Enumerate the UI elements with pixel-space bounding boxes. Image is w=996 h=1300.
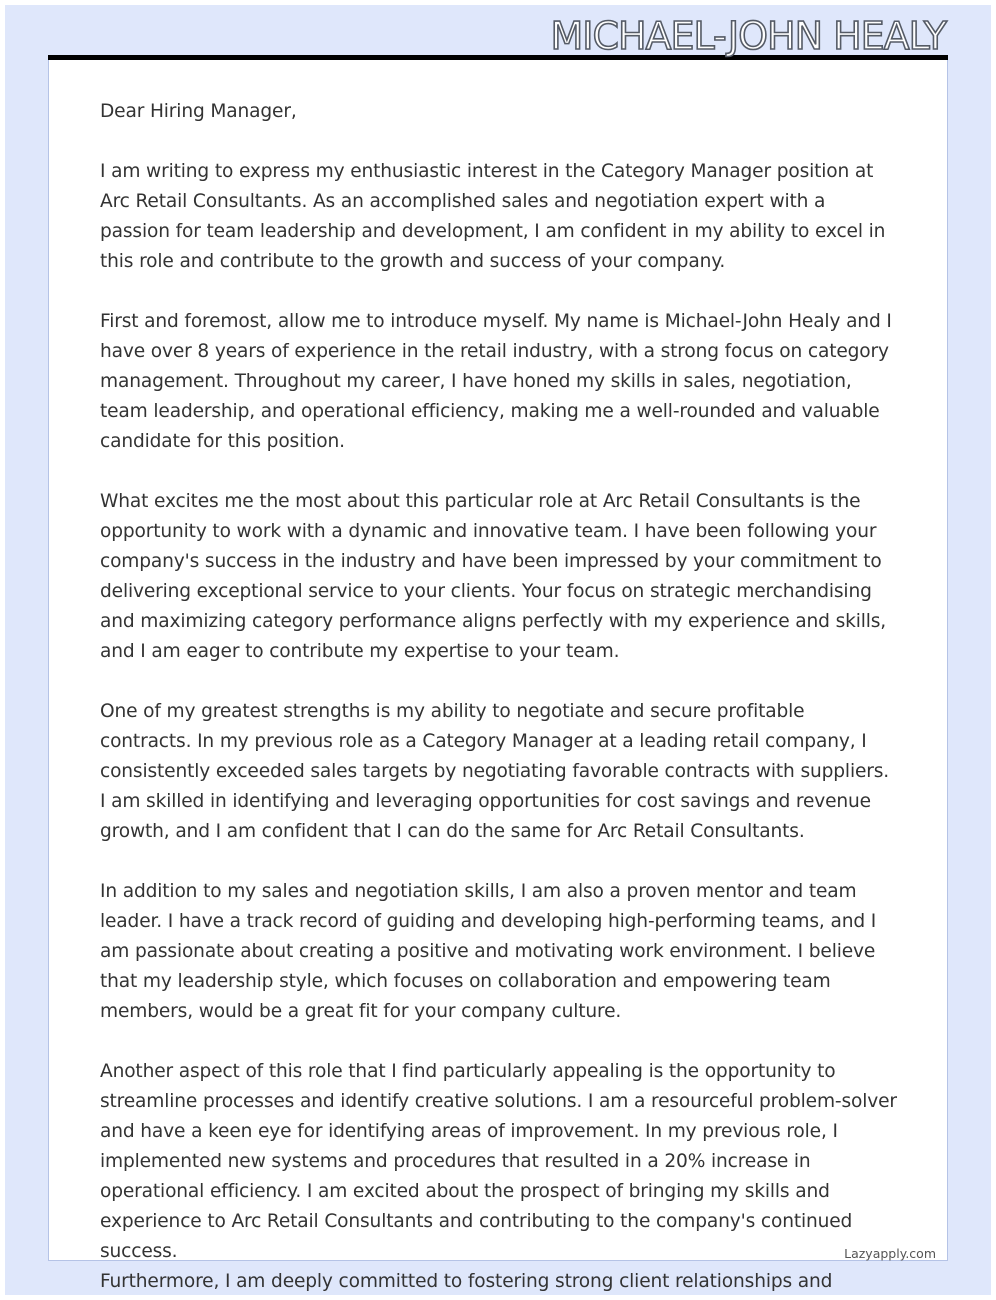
paragraph-excitement: What excites me the most about this particular role at Arc Retail Consultants is the opportunity to work with a dynamic and innovative team. I have been following your company's success in the industry and have been impressed by your commitment to delivering exceptional service to your clients. Your focus on strategic merchandising and maximizing category performance aligns perfectly with my experience and skills, and I am eager to contribute my expertise to your team.: [100, 491, 887, 662]
letter-body: [100, 97, 900, 1297]
salutation: Dear Hiring Manager,: [100, 101, 297, 122]
paragraph-leadership: In addition to my sales and negotiation skills, I am also a proven mentor and team leader. I have a track record of guiding and developing high-performing teams, and I am passionate about creating a positive and motivating work environment. I believe that my leadership style, which focuses on collaboration and empowering team members, would be a great fit for your company culture.: [100, 881, 877, 1022]
paragraph-efficiency: Another aspect of this role that I find particularly appealing is the opportunity to streamline processes and identify creative solutions. I am a resourceful problem-solver and have a keen eye for identifying areas of improvement. In my previous role, I implemented new systems and procedures that resulted in a 20% increase in operational efficiency. I am excited about the prospect of bringing my skills and experience to Arc Retail Consultants and contributing to the company's continued success.: [100, 1061, 897, 1262]
watermark: Lazyapply.com: [844, 1246, 936, 1261]
paragraph-continuation: Furthermore, I am deeply committed to fostering strong client relationships and: [100, 1271, 833, 1292]
paragraph-intro: I am writing to express my enthusiastic interest in the Category Manager position at Arc Retail Consultants. As an accomplished sales and negotiation expert with a passion for team leadership and development, I am confident in my ability to excel in this role and contribute to the growth and success of your company.: [100, 161, 886, 272]
paragraph-introduction: First and foremost, allow me to introduce myself. My name is Michael-John Healy and I have over 8 years of experience in the retail industry, with a strong focus on category management. Throughout my career, I have honed my skills in sales, negotiation, team leadership, and operational efficiency, making me a well-rounded and valuable candidate for this position.: [100, 311, 892, 452]
applicant-name: MICHAEL-JOHN HEALY: [550, 14, 946, 58]
paragraph-negotiation: One of my greatest strengths is my ability to negotiate and secure profitable contracts. In my previous role as a Category Manager at a leading retail company, I consistently exceeded sales targets by negotiating favorable contracts with suppliers. I am skilled in identifying and leveraging opportunities for cost savings and revenue growth, and I am confident that I can do the same for Arc Retail Consultants.: [100, 701, 890, 842]
